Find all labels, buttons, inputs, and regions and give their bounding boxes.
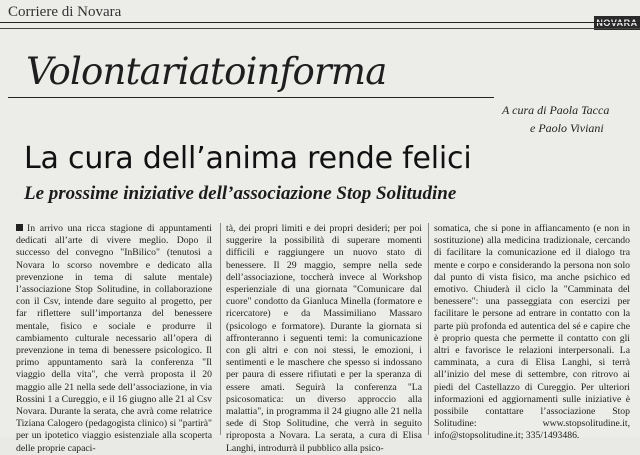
article-column-3: somatica, che si pone in affiancamento (e non in sostituzione) alla medicina tradizionale, cercando di facilitare la comunicazione ed il dialogo tra mente e corpo e considerando la persona non solo dal punto di vista fisico, ma anche psichico ed emotivo. Chiuderà il ciclo la "Camminata del benessere": una passeggiata con esercizi per facilitare le persone ad entrare in contatto con la parte più profonda ed autentica del sé e capire che è proprio questa che permette il contatto con gli altri e favorisce le relazioni interpersonali. La camminata, a cura di Elisa Langhi, si terrà all’inizio del mese di settembre, con ritrovo ai piedi del Castellazzo di Cureggio. Per ulteriori informazioni ed aggiornamenti sulle iniziative è possibile contattare l’associazione Stop Solitudine: www.stopsolitudine.it, info@stopsolitudine.it; 335/1493486. <box>434 223 630 442</box>
credit-line-2: e Paolo Viviani <box>530 121 604 135</box>
article-subtitle: Le prossime iniziative dell’associazione Stop Solitudine <box>24 183 457 204</box>
article-column-2: tà, dei propri limiti e dei propri desideri; per poi suggerire la possibilità di superare momenti difficili e raggiungere un nuovo stato di benessere. Il 29 maggio, sempre nella sede dell’associazione, toccherà invece al Workshop esperienziale di una giornata "Comunicare dal cuore" condotto da Gianluca Minella (formatore e ricercatore) e da Massimiliano Massaro (psicologo e formatore). Durante la giornata si affronteranno i seguenti temi: la comunicazione con gli altri e con noi stessi, le emozioni, i sentimenti e le maschere che spesso si indossano per paura di essere rifiutati e per la speranza di essere amati. Seguirà la conferenza "La psicosomatica: un diverso approccio alla malattia", in programma il 24 giugno alle 21 nella sede di Stop Solitudine, che verrà in seguito riproposta a Novara. La serata, a cura di Elisa Langhi, introdurrà il pubblico alla psico- <box>226 223 422 454</box>
rubric-rule <box>8 97 494 98</box>
column-divider <box>428 223 429 435</box>
paragraph-bullet-icon <box>16 224 23 231</box>
header-rule <box>0 22 640 23</box>
column-divider <box>220 223 221 435</box>
article-column-1 <box>16 223 212 455</box>
column-1-text: In arrivo una ricca stagione di appuntamenti dedicati all’arte di vivere meglio. Dopo il successo del convegno "InBilico" (tenutosi a Novara lo scorso novembre e dedicato alla prevenzione in tema di salute mentale) l’associazione Stop Solitudine, in collaborazione con il Csv, intende dare seguito al progetto, per far riflettere sull’importanza del benessere mentale, fisico e sociale e produrre il cambiamento culturale necessario all’opera di prevenzione in tema di benessere psicologico. Il primo appuntamento sarà la conferenza "Il viaggio della vita", che verrà proposta il 20 maggio alle 21 nella sede dell’associazione, in via Rossini 1 a Cureggio, e il 16 giugno alle 21 al Csv Novara. Durante la serata, che avrà come relatrice Tiziana Calogero (pedagogista clinico) si "partirà" per un ipotetico viaggio esistenziale alla scoperta delle proprie capaci- <box>16 223 212 454</box>
rubric-title: Volontariatoinforma <box>26 50 387 93</box>
page-section-tag: NOVARA <box>594 16 640 30</box>
header-rule-thin <box>0 28 640 29</box>
newspaper-name: Corriere di Novara <box>8 4 122 20</box>
credit-line-1: A cura di Paola Tacca <box>502 103 610 117</box>
rubric-credits <box>502 101 637 137</box>
article-headline: La cura dell’anima rende felici <box>24 141 472 176</box>
article-body <box>14 223 634 454</box>
